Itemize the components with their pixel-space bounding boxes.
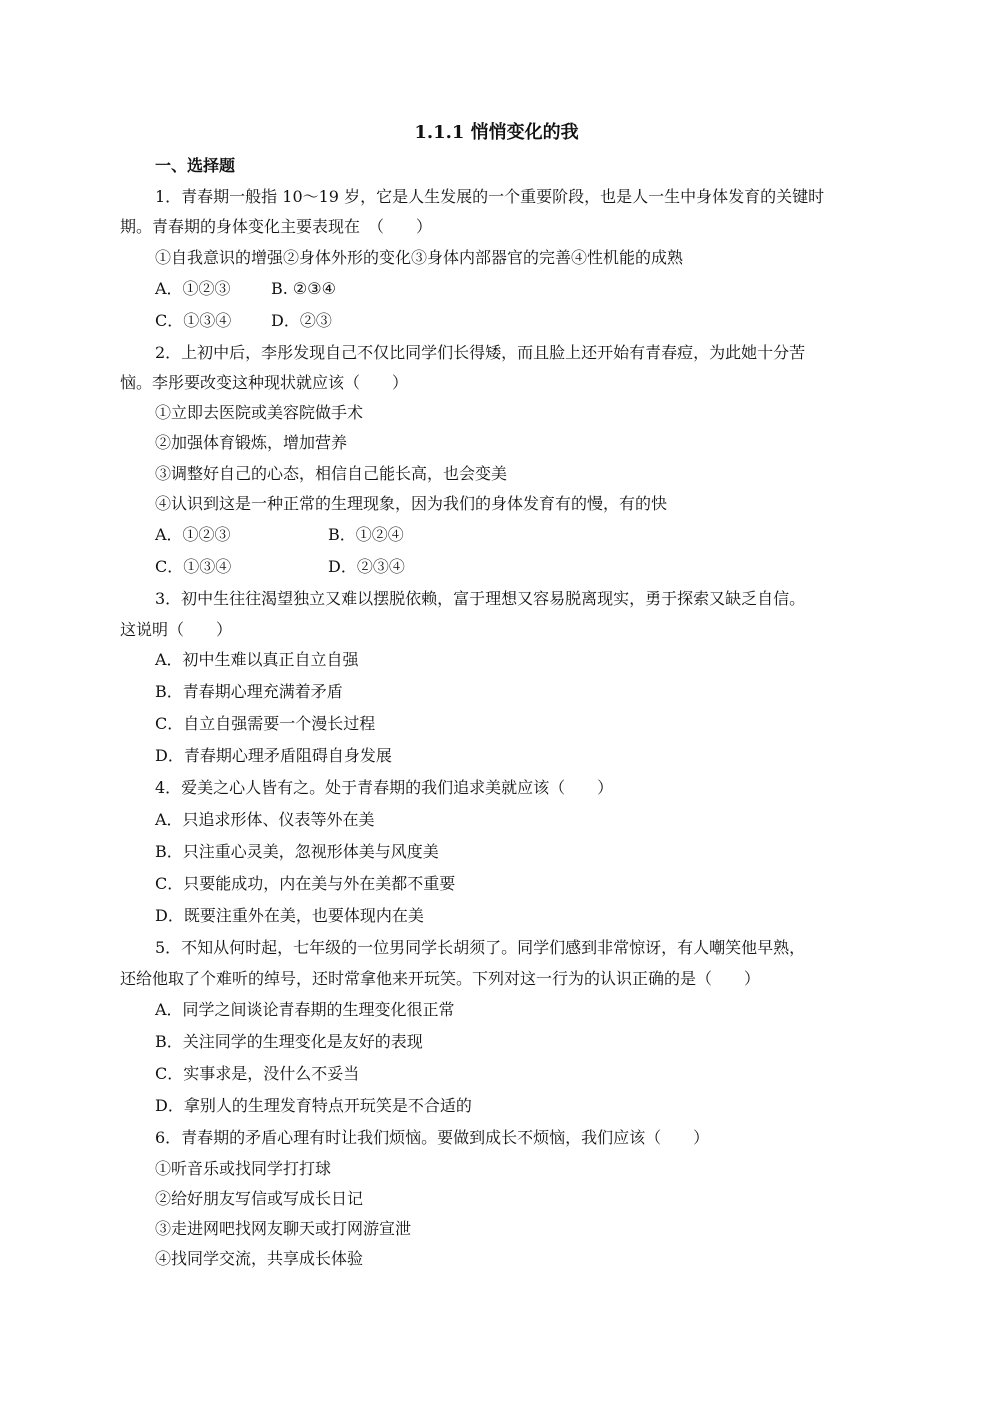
q2-stem-line2: 恼。李彤要改变这种现状就应该（ ） [120, 373, 409, 392]
q6-item-1: ①听音乐或找同学打打球 [155, 1159, 332, 1178]
q5-option-a: A．同学之间谈论青春期的生理变化很正常 [155, 1000, 455, 1019]
q1-option-a: A．①②③ [155, 279, 231, 298]
q3-stem-line1: 3．初中生往往渴望独立又难以摆脱依赖，富于理想又容易脱离现实，勇于探索又缺乏自信。 [155, 589, 806, 608]
q5-stem-line1: 5．不知从何时起，七年级的一位男同学长胡须了。同学们感到非常惊讶，有人嘲笑他早熟， [155, 938, 806, 957]
q4-option-d: D．既要注重外在美，也要体现内在美 [155, 906, 424, 925]
q5-option-b: B．关注同学的生理变化是友好的表现 [155, 1032, 423, 1051]
q2-item-2: ②加强体育锻炼，增加营养 [155, 433, 348, 452]
q1-option-c: C．①③④ [155, 311, 232, 330]
q2-option-a: A．①②③ [155, 525, 231, 544]
q3-option-b: B．青春期心理充满着矛盾 [155, 682, 343, 701]
q1-stem-line1: 1．青春期一般指 10～19 岁，它是人生发展的一个重要阶段，也是人一生中身体发育的关键时 [155, 187, 825, 206]
section-heading: 一、选择题 [155, 156, 236, 175]
q2-item-4: ④认识到这是一种正常的生理现象，因为我们的身体发育有的慢，有的快 [155, 494, 668, 513]
q1-option-b: B. ②③④ [271, 279, 336, 298]
q2-stem-line1: 2．上初中后，李彤发现自己不仅比同学们长得矮，而且脸上还开始有青春痘，为此她十分苦 [155, 343, 806, 362]
q3-option-a: A．初中生难以真正自立自强 [155, 650, 359, 669]
q3-stem-line2: 这说明（ ） [120, 620, 233, 639]
q3-option-d: D．青春期心理矛盾阻碍自身发展 [155, 746, 392, 765]
q4-stem-line1: 4．爱美之心人皆有之。处于青春期的我们追求美就应该（ ） [155, 778, 614, 797]
q2-option-b: B．①②④ [328, 525, 404, 544]
q6-stem-line1: 6．青春期的矛盾心理有时让我们烦恼。要做到成长不烦恼，我们应该（ ） [155, 1128, 710, 1147]
q3-option-c: C．自立自强需要一个漫长过程 [155, 714, 376, 733]
q2-option-d: D．②③④ [328, 557, 405, 576]
q4-option-a: A．只追求形体、仪表等外在美 [155, 810, 375, 829]
q5-option-d: D．拿别人的生理发育特点开玩笑是不合适的 [155, 1096, 472, 1115]
q2-option-c: C．①③④ [155, 557, 232, 576]
q6-item-4: ④找同学交流，共享成长体验 [155, 1249, 364, 1268]
q2-item-1: ①立即去医院或美容院做手术 [155, 403, 364, 422]
q2-item-3: ③调整好自己的心态，相信自己能长高，也会变美 [155, 464, 508, 483]
q6-item-2: ②给好朋友写信或写成长日记 [155, 1189, 364, 1208]
q4-option-c: C．只要能成功，内在美与外在美都不重要 [155, 874, 456, 893]
document-title: 1.1.1 悄悄变化的我 [414, 122, 579, 143]
q4-option-b: B．只注重心灵美，忽视形体美与风度美 [155, 842, 439, 861]
q5-stem-line2: 还给他取了个难听的绰号，还时常拿他来开玩笑。下列对这一行为的认识正确的是（ ） [120, 969, 761, 988]
q1-items: ①自我意识的增强②身体外形的变化③身体内部器官的完善④性机能的成熟 [155, 248, 684, 267]
q5-option-c: C．实事求是，没什么不妥当 [155, 1064, 360, 1083]
q6-item-3: ③走进网吧找网友聊天或打网游宣泄 [155, 1219, 412, 1238]
q1-option-d: D．②③ [271, 311, 332, 330]
q1-stem-line2: 期。青春期的身体变化主要表现在 （ ） [120, 217, 433, 236]
